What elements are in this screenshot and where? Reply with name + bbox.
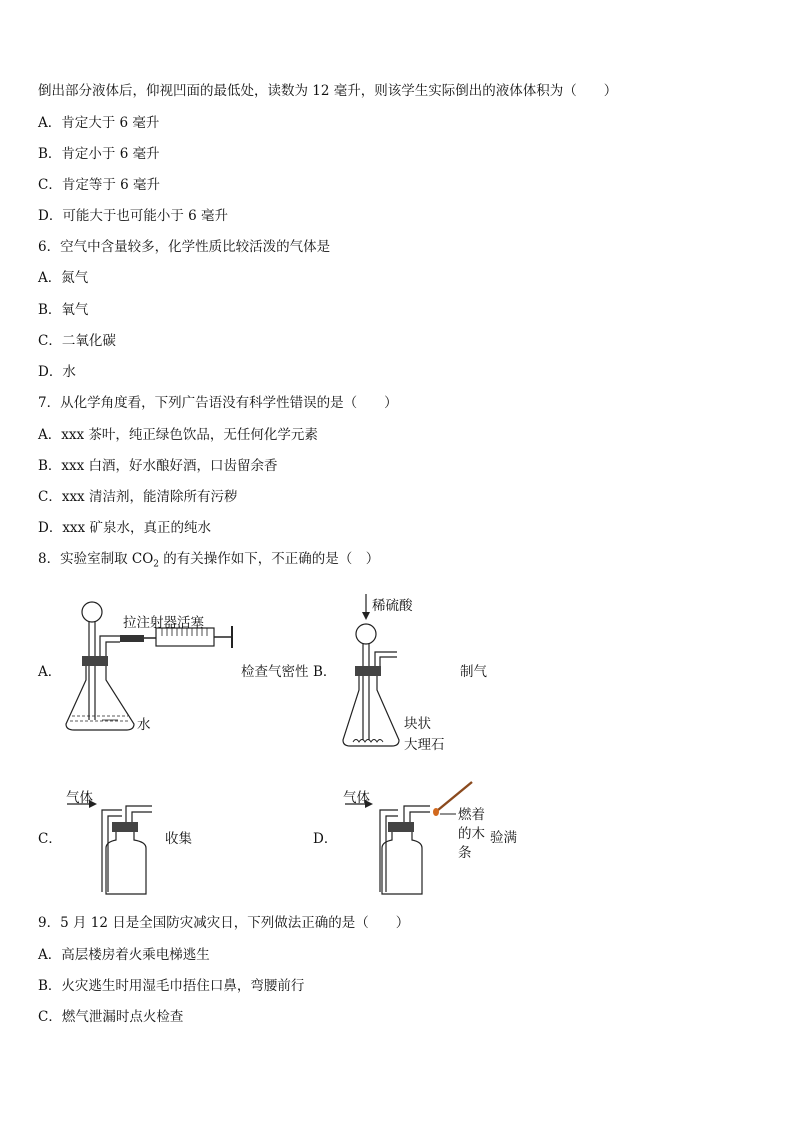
stick-label-line1: 燃着 — [458, 807, 485, 823]
stick-label-line3: 条 — [458, 845, 472, 861]
q6-option-d: D．水 — [38, 364, 76, 380]
q5-option-c: C．肯定等于 6 毫升 — [38, 177, 161, 193]
q9-option-a: A．高层楼房着火乘电梯逃生 — [38, 947, 210, 963]
marble-label-line1: 块状 — [404, 716, 431, 732]
stick-label-line2: 的木 — [458, 826, 485, 842]
q5-option-d: D．可能大于也可能小于 6 毫升 — [38, 208, 228, 224]
q8-option-a-caption: 检查气密性 — [241, 664, 309, 680]
q8-option-c-letter: C． — [38, 831, 62, 847]
q7-option-d: D．xxx 矿泉水，真正的纯水 — [38, 520, 211, 536]
q8-option-d-letter: D． — [313, 831, 338, 847]
acid-label: 稀硫酸 — [372, 598, 413, 614]
gas-label-c: 气体 — [66, 790, 93, 806]
q6-stem: 6．空气中含量较多，化学性质比较活泼的气体是 — [38, 239, 331, 255]
water-label: 水 — [137, 717, 151, 733]
q5-stem: 倒出部分液体后，仰视凹面的最低处，读数为 12 毫升，则该学生实际倒出的液体体积为（ ） — [38, 83, 618, 99]
q7-option-c: C．xxx 清洁剂，能清除所有污秽 — [38, 489, 238, 505]
marble-label-line2: 大理石 — [404, 737, 445, 753]
q6-option-a: A．氮气 — [38, 270, 89, 286]
q7-option-b: B．xxx 白酒，好水酿好酒，口齿留余香 — [38, 458, 278, 474]
q9-option-b: B．火灾逃生时用湿毛巾捂住口鼻，弯腰前行 — [38, 978, 305, 994]
q5-option-a: A．肯定大于 6 毫升 — [38, 115, 160, 131]
q6-option-b: B．氧气 — [38, 302, 89, 318]
q7-option-a: A．xxx 茶叶，纯正绿色饮品，无任何化学元素 — [38, 427, 318, 443]
q9-stem: 9．5 月 12 日是全国防灾减灾日，下列做法正确的是（ ） — [38, 915, 410, 931]
q8-stem: 8．实验室制取 $CO_2$ 的有关操作如下，不正确的是（ ） — [38, 551, 380, 570]
q8-option-c-caption: 收集 — [165, 831, 192, 847]
gas-label-d: 气体 — [343, 790, 370, 806]
q8-option-d-caption: 验满 — [490, 830, 517, 846]
q8-option-b-letter: B． — [313, 664, 337, 680]
q8-option-a-letter: A． — [38, 664, 62, 680]
q9-option-c: C．燃气泄漏时点火检查 — [38, 1009, 184, 1025]
q6-option-c: C．二氧化碳 — [38, 333, 116, 349]
q8-option-b-caption: 制气 — [460, 664, 487, 680]
q7-stem: 7．从化学角度看，下列广告语没有科学性错误的是（ ） — [38, 395, 398, 411]
q5-option-b: B．肯定小于 6 毫升 — [38, 146, 160, 162]
syringe-label: 拉注射器活塞 — [123, 615, 204, 631]
